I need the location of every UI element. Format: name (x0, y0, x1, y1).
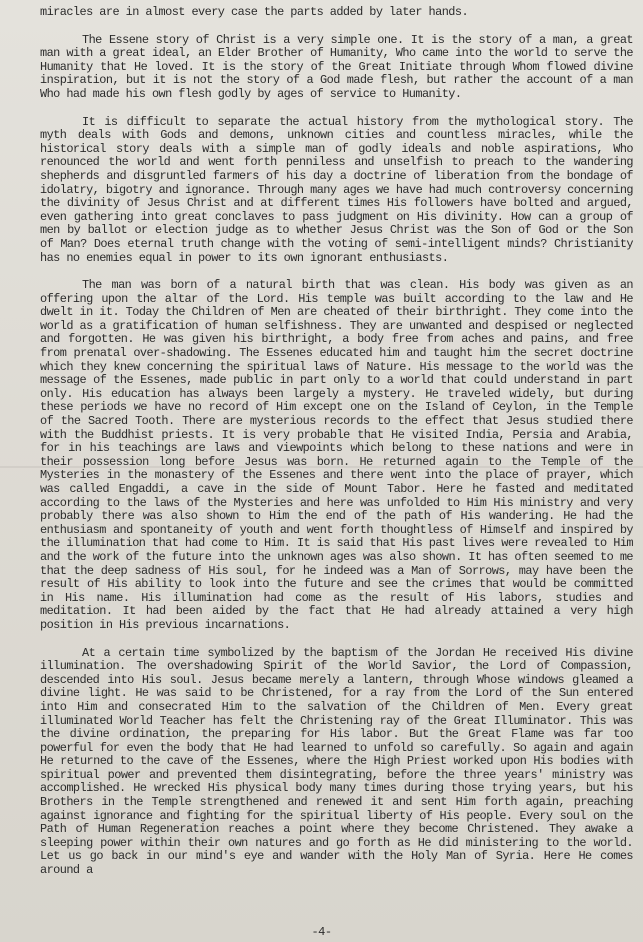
paragraph-history-vs-myth: It is difficult to separate the actual history from the mythological story. The myth deals with Gods and demons, unknown cities and countless miracles, while the historical story deals with a simple man of godly ideals and noble aspirations, Who renounced the world and went forth penniless and unselfish to preach to the wandering shepherds and disgruntled farmers of his day a doctrine of liberation from the bondage of idolatry, bigotry and ignorance. Through many ages we have had much controversy concerning the divinity of Jesus Christ and at different times His followers have bolted and argued, even gathering into great conclaves to pass judgment on His divinity. How can a group of men by ballot or election judge as to whether Jesus Christ was the Son of God or the Son of Man? Does eternal truth change with the voting of semi-intelligent minds? Christianity has no enemies equal in power to its own ignorant enthusiasts. (40, 114, 633, 265)
paragraph-continuation: miracles are in almost every case the parts added by later hands. (40, 5, 469, 19)
paragraph-natural-birth: The man was born of a natural birth that was clean. His body was given as an offering upon the altar of the Lord. His temple was built according to the law and He dwelt in it. Today the Children of Men are cheated of their birthright. They come into the world as a gratification of human selfishness. They are unwanted and despised or neglected and forgotten. He was given his birthright, a body free from aches and pains, and free from prenatal over-shadowing. The Essenes educated him and taught him the secret doctrine which they knew concerning the spiritual laws of Nature. His message to the world was the message of the Essenes, made public in part only to a world that could understand in part only. His education has always been largely a mystery. He traveled widely, but during these periods we have no record of Him except one on the Island of Ceylon, in the Temple of the Sacred Tooth. There are mysterious records to the effect that Jesus studied there with the Buddhist priests. It is very probable that He visited India, Persia and Arabia, for in his teachings are laws and viewpoints which belong to these nations and were in their possession long before Jesus was born. He returned again to the Temple of the Mysteries in the monastery of the Essenes and there went into the place of prayer, which was called Engaddi, a cave in the side of Mount Tabor. Here he fasted and meditated according to the laws of the Mysteries and here was unfolded to Him His ministry and very probably there was also shown to Him the end of the path of His wandering. He had the enthusiasm and spontaneity of youth and went forth thoughtless of Himself and inspired by the illumination that had come to Him. It is said that His past lives were revealed to Him and the work of the future into the unknown ages was also shown. It has often seemed to me that the deep sadness of His soul, for he indeed was a Man of Sorrows, may have been the result of His ability to look into the future and see the crimes that would be committed in His name. His illumination had come as the result of His labors, studies and meditation. It had been aided by the fact that He had already attained a very high position in His previous incarnations. (40, 278, 633, 632)
paragraph-essene-story: The Essene story of Christ is a very simple one. It is the story of a man, a great man with a great ideal, an Elder Brother of Humanity, Who came into the world to serve the Humanity that He loved. It is the story of the Great Initiate through Whom flowed divine inspiration, but it is not the story of a God made flesh, but rather the account of a man Who had made his own flesh godly by ages of service to Humanity. (40, 32, 633, 101)
page-number: -4- (311, 925, 332, 939)
page-fold-shadow (0, 466, 643, 468)
paragraph-baptism-illumination: At a certain time symbolized by the baptism of the Jordan He received His divine illumination. The overshadowing Spirit of the World Savior, the Lord of Compassion, descended into His soul. Jesus became merely a lantern, through Whose windows gleamed a divine light. He was said to be Christened, for a ray from the Lord of the Sun entered into Him and consecrated Him to the salvation of the Children of Men. Every great illuminated World Teacher has felt the Christening ray of the Great Illuminator. This was the divine ordination, the preparing for His labor. But the Great Flame was far too powerful for even the body that He had learned to unfold so carefully. So again and again He returned to the cave of the Essenes, where the High Priest worked upon His bodies with spiritual power and prevented them disintegrating, before the three years' ministry was accomplished. He wrecked His physical body many times during those trying years, but his Brothers in the Temple strengthened and renewed it and sent Him forth again, preaching against ignorance and fighting for the spiritual liberty of His people. Every soul on the Path of Human Regeneration reaches a point where they become Christened. They awake a sleeping power within their own natures and go forth as He did ministering to the world. Let us go back in our mind's eye and wander with the Holy Man of Syria. Here He comes around a (40, 645, 633, 878)
